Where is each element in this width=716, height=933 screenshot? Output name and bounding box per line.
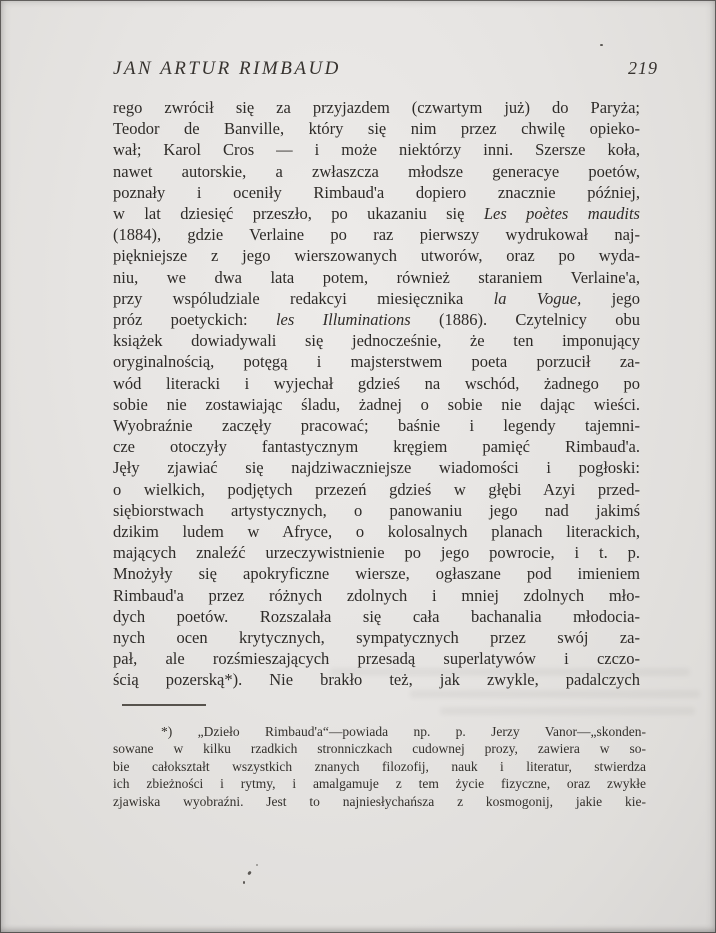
text-line: Rimbaud'a przez różnych zdolnych i mniej zdolnych mło- bbox=[113, 585, 640, 605]
text-line: mających znaleźć urzeczywistnienie po jego powrocie, i t. p. bbox=[113, 543, 640, 563]
ink-speck bbox=[243, 881, 245, 884]
ink-speck bbox=[247, 871, 252, 876]
text-line: przy wspóludziale redakcyi miesięcznika la Vogue, jego bbox=[113, 288, 640, 308]
text-line: sobie nie zostawiając śladu, żadnej o sobie nie dając wieści. bbox=[113, 394, 640, 414]
text-line: bie całokształt wszystkich znanych filozofij, nauk i literatur, stwierdza bbox=[113, 758, 646, 774]
footnote bbox=[113, 723, 646, 810]
text-line: dych poetów. Rozszalała się cała bachanalia młodocia- bbox=[113, 606, 640, 626]
ink-speck bbox=[600, 44, 603, 46]
text-line: zjawiska wyobraźni. Jest to najniesłychańsza z kosmogonij, jakie kie- bbox=[113, 793, 646, 809]
text-line: siębiorstwach artystycznych, o panowaniu jego nad jakimś bbox=[113, 500, 640, 520]
text-line: w lat dziesięć przeszło, po ukazaniu się Les poètes maudits bbox=[113, 204, 640, 224]
text-line: oryginalnością, potęgą i majsterstwem poeta porzucił za- bbox=[113, 352, 640, 372]
text-line: wał; Karol Cros — i może niektórzy inni. Szersze koła, bbox=[113, 140, 640, 160]
text-line: cze otoczyły fantastycznym kręgiem pamięć Rimbaud'a. bbox=[113, 437, 640, 457]
text-line: ścią pozerską*). Nie brakło też, jak zwykle, padalczych bbox=[113, 670, 640, 690]
body-text bbox=[113, 97, 640, 691]
ink-speck bbox=[256, 864, 258, 866]
ink-bleed-through bbox=[330, 668, 690, 676]
ink-bleed-through bbox=[440, 707, 695, 715]
text-line: wód literacki i wyjechał gdzieś na wschód, żadnego po bbox=[113, 373, 640, 393]
text-line: poznały i oceniły Rimbaud'a dopiero znacznie później, bbox=[113, 182, 640, 202]
text-line: Mnożyły się apokryficzne wiersze, ogłaszane pod imieniem bbox=[113, 564, 640, 584]
text-line: pał, ale rozśmieszających przesadą superlatywów i czczo- bbox=[113, 649, 640, 669]
running-header bbox=[113, 58, 658, 80]
text-line: dzikim ludem w Afryce, o kolosalnych planach literackich, bbox=[113, 522, 640, 542]
text-line: Jęły zjawiać się najdziwaczniejsze wiadomości i pogłoski: bbox=[113, 458, 640, 478]
chapter-title: JAN ARTUR RIMBAUD bbox=[113, 58, 341, 79]
text-line: (1884), gdzie Verlaine po raz pierwszy wydrukował naj- bbox=[113, 225, 640, 245]
text-line: *) „Dzieło Rimbaud'a“—powiada np. p. Jerzy Vanor—„skonden- bbox=[161, 724, 646, 739]
text-line: o wielkich, podjętych przezeń gdzieś w głębi Azyi przed- bbox=[113, 479, 640, 499]
text-line: ich zbieżności i rytmy, i amalgamuje z tem życie fizyczne, oraz zwykłe bbox=[113, 776, 646, 792]
text-line: nawet autorskie, a zwłaszcza młodsze generacye poetów, bbox=[113, 161, 640, 181]
page-number: 219 bbox=[628, 58, 658, 78]
footnote-separator-rule bbox=[122, 704, 206, 706]
text-line: piękniejsze z jego wierszowanych utworów, oraz po wyda- bbox=[113, 246, 640, 266]
ink-bleed-through bbox=[410, 690, 700, 698]
text-line: niu, we dwa lata potem, również staraniem Verlaine'a, bbox=[113, 267, 640, 287]
text-line: rego zwrócił się za przyjazdem (czwartym już) do Paryża; bbox=[113, 98, 640, 117]
text-line: książek dowiadywali się jednocześnie, że ten imponujący bbox=[113, 331, 640, 351]
text-line: Teodor de Banville, który się nim przez chwilę opieko- bbox=[113, 119, 640, 139]
text-line: próz poetyckich: les Illuminations (1886). Czytelnicy obu bbox=[113, 310, 640, 330]
text-line: nych ocen krytycznych, sympatycznych przez swój za- bbox=[113, 628, 640, 648]
text-line: sowane w kilku rzadkich stronniczkach cudownej prozy, zawiera w so- bbox=[113, 741, 646, 757]
text-line: Wyobraźnie zaczęły pracować; baśnie i legendy tajemni- bbox=[113, 416, 640, 436]
